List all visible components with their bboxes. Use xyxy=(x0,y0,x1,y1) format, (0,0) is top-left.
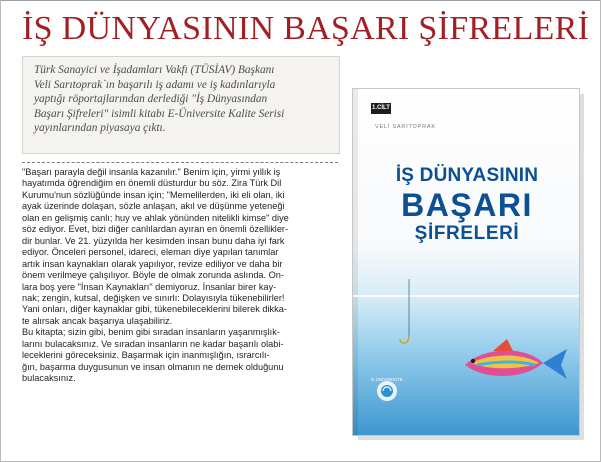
article-line: bulacaksınız. xyxy=(22,373,76,384)
intro-paragraph: Türk Sanayici ve İşadamları Vakfı (TÜSİAV) Başkanı Veli Sarıtoprak`ın başarılı iş adamı ve iş kadınlarıyla yaptığı röportajlarından derlediği "İş Dünyasından Başarı Şifreleri" isimli kitabı E-Üniversite Kalite Serisi yayınlarından piyasaya çıktı. xyxy=(34,64,285,135)
article-line: Bu kitapta; sizin gibi, benim gibi sıradan insanların yaşanmışlık- xyxy=(22,327,280,338)
article-line: söz ediyor. Evet, bizi diğer canlılardan ayıran en önemli özellikler- xyxy=(22,224,289,235)
article-line: larını bulacaksınız. Ve sıradan insanların ne kadar başarılı olabi- xyxy=(22,338,284,349)
article-line: ediyor. Önceleri personel, idareci, eleman diye yapılan tanımlar xyxy=(22,247,279,258)
article-line: önem verilmeye çalışılıyor. Böyle de olmak zorunda aslında. On- xyxy=(22,270,284,281)
article-line: "Başarı parayla değil insanla kazanılır." Benim için, yirmi yıllık iş xyxy=(22,167,281,177)
volume-badge: 1.CİLT xyxy=(371,103,391,114)
frame-left-border xyxy=(0,0,1,462)
article-body xyxy=(22,167,344,385)
article-line: te alırsak ancak başarıya ulaşabiliriz. xyxy=(22,315,173,326)
article-line: Kurumu'nun sözlüğünde insan için; "Memelilerden, iki eli olan, iki xyxy=(22,189,285,200)
article-line: Yani onları, diğer kaynaklar gibi, tükenebileceklerini bilerek dikka- xyxy=(22,304,287,315)
article-line: ayak üzerinde dolaşan, sözle anlaşan, akıl ve düşünme yeteneği xyxy=(22,201,285,212)
book-title-line-3: ŞİFRELERİ xyxy=(414,223,520,244)
article-line: lara boş yere "İnsan Kaynakları" demiyoruz. İnsanlar birer kay- xyxy=(22,281,277,292)
book-cover-image xyxy=(352,88,588,442)
publisher-name: E-ÜNİVERSİTE xyxy=(371,377,403,382)
article-line: ğın, başarma duygusunun ve insan olmanın ne demek olduğunu xyxy=(22,361,284,372)
article-line: leceklerini göreceksiniz. Başarmak için inanmışlığın, ısrarcılı- xyxy=(22,350,270,361)
fish-icon xyxy=(465,339,567,379)
book-author: VELİ SARITOPRAK xyxy=(375,124,436,130)
article-line: nak; zengin, kutsal, değişken ve sınırlı: Dolayısıyla tükenebilirler! xyxy=(22,292,285,303)
page-title: İŞ DÜNYASININ BAŞARI ŞİFRELERİ xyxy=(22,10,590,47)
book-cover xyxy=(352,88,580,436)
article-line: hayatımda öğrendiğim en önemli düsturdur bu söz. Zira Türk Dil xyxy=(22,178,282,189)
article-line: artık insan kaynakları olarak yapılıyor, revize ediliyor ve daha bir xyxy=(22,258,283,269)
dashed-divider xyxy=(22,162,338,163)
fish-illustration xyxy=(353,279,579,435)
article-line: dir bunlar. Ve 21. yüzyılda her kesimden insan bunu daha iyi fark xyxy=(22,235,285,246)
book-title-line-1: İŞ DÜNYASININ xyxy=(395,165,539,186)
frame-top-border xyxy=(0,0,601,1)
article-line: olan en gelişmiş canlı; huy ve ahlak yönünden nitelikli kimse" diye xyxy=(22,212,289,223)
hook-icon xyxy=(400,335,409,343)
book-title-line-2: BAŞARI xyxy=(401,187,533,223)
publisher-logo-icon xyxy=(377,381,397,401)
